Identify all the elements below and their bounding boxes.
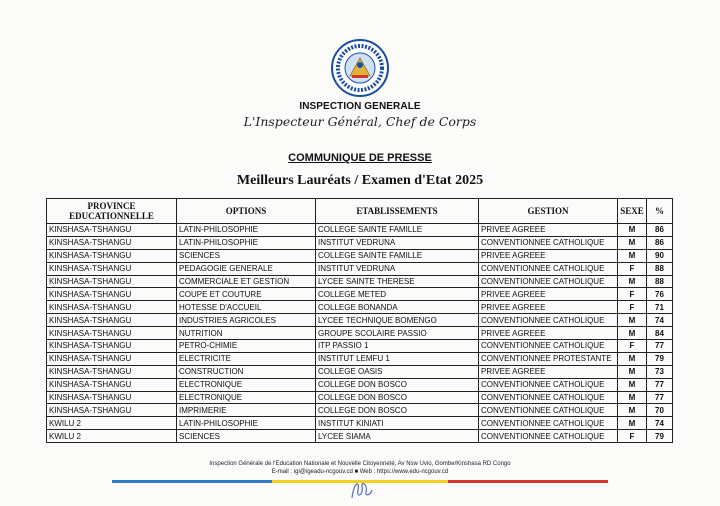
col-sexe-cell: F [618,430,647,443]
col-sexe-cell: M [618,352,647,365]
col-options-header: OPTIONS [177,199,316,224]
col-sexe-cell: M [618,327,647,340]
col-percent-cell: 70 [647,404,673,417]
col-gestion-cell: CONVENTIONNEE CATHOLIQUE [479,404,618,417]
col-gestion-cell: PRIVEE AGREEE [479,327,618,340]
col-province-cell: KINSHASA-TSHANGU [47,236,177,249]
col-gestion-cell: CONVENTIONNEE PROTESTANTE [479,352,618,365]
col-gestion-cell: PRIVEE AGREEE [479,224,618,237]
col-province-cell: KINSHASA-TSHANGU [47,224,177,237]
col-options-cell: LATIN-PHILOSOPHIE [177,224,316,237]
department-name: INSPECTION GENERALE [299,101,421,112]
footer-contact: E-mail : igi@igeadu-ncgouv.cd ■ Web : https://www.edu-ncgouv.cd [271,469,449,475]
col-etablissements-header: ETABLISSEMENTS [316,199,479,224]
col-province-cell: KINSHASA-TSHANGU [47,352,177,365]
col-percent-cell: 77 [647,391,673,404]
col-options-cell: PETRO-CHIMIE [177,340,316,353]
col-etablissements-cell: COLLEGE SAINTE FAMILLE [316,249,479,262]
col-sexe-cell: M [618,275,647,288]
table-row [47,236,673,249]
table-row [47,314,673,327]
col-options-cell: IMPRIMERIE [177,404,316,417]
col-province-cell: KWILU 2 [47,430,177,443]
col-gestion-cell: CONVENTIONNEE CATHOLIQUE [479,417,618,430]
col-province-cell: KINSHASA-TSHANGU [47,288,177,301]
col-etablissements-cell: COLLEGE SAINTE FAMILLE [316,224,479,237]
col-percent-header: % [647,199,673,224]
signature-icon [346,478,376,502]
col-options-cell: COMMERCIALE ET GESTION [177,275,316,288]
col-etablissements-cell: GROUPE SCOLAIRE PASSIO [316,327,479,340]
col-gestion-cell: CONVENTIONNEE CATHOLIQUE [479,378,618,391]
coat-of-arms-seal-icon [330,38,390,98]
col-options-cell: SCIENCES [177,430,316,443]
col-percent-cell: 77 [647,378,673,391]
col-options-cell: ELECTRICITE [177,352,316,365]
col-percent-cell: 77 [647,340,673,353]
table-row [47,288,673,301]
col-percent-cell: 74 [647,417,673,430]
col-options-cell: LATIN-PHILOSOPHIE [177,236,316,249]
col-percent-cell: 79 [647,430,673,443]
col-sexe-cell: M [618,378,647,391]
signatory-title: L'Inspecteur Général, Chef de Corps [243,114,477,129]
col-gestion-cell: CONVENTIONNEE CATHOLIQUE [479,430,618,443]
col-province-cell: KINSHASA-TSHANGU [47,378,177,391]
col-province-cell: KWILU 2 [47,417,177,430]
table-row [47,224,673,237]
col-sexe-cell: M [618,391,647,404]
table-row [47,327,673,340]
col-etablissements-cell: INSTITUT LEMFU 1 [316,352,479,365]
col-options-cell: HOTESSE D'ACCUEIL [177,301,316,314]
table-row [47,275,673,288]
laureates-table [46,198,673,443]
col-sexe-cell: M [618,224,647,237]
col-sexe-cell: M [618,314,647,327]
table-row [47,365,673,378]
flag-bar-red [448,480,608,483]
table-row [47,352,673,365]
col-options-cell: CONSTRUCTION [177,365,316,378]
col-province-cell: KINSHASA-TSHANGU [47,249,177,262]
col-gestion-cell: CONVENTIONNEE CATHOLIQUE [479,314,618,327]
table-row [47,417,673,430]
col-etablissements-cell: LYCEE TECHNIQUE BOMENGO [316,314,479,327]
col-percent-cell: 76 [647,288,673,301]
col-province-cell: KINSHASA-TSHANGU [47,340,177,353]
col-province-cell: KINSHASA-TSHANGU [47,365,177,378]
col-gestion-cell: CONVENTIONNEE CATHOLIQUE [479,275,618,288]
col-etablissements-cell: COLLEGE BONANDA [316,301,479,314]
col-gestion-cell: CONVENTIONNEE CATHOLIQUE [479,262,618,275]
col-province-cell: KINSHASA-TSHANGU [47,391,177,404]
table-header-row [47,199,673,224]
col-province-cell: KINSHASA-TSHANGU [47,327,177,340]
col-sexe-cell: F [618,262,647,275]
col-etablissements-cell: ITP PASSIO 1 [316,340,479,353]
col-sexe-cell: M [618,249,647,262]
table-row [47,301,673,314]
col-etablissements-cell: LYCEE SIAMA [316,430,479,443]
col-gestion-cell: CONVENTIONNEE CATHOLIQUE [479,236,618,249]
col-gestion-cell: PRIVEE AGREEE [479,249,618,262]
col-options-cell: INDUSTRIES AGRICOLES [177,314,316,327]
col-etablissements-cell: INSTITUT KINIATI [316,417,479,430]
col-etablissements-cell: COLLEGE DON BOSCO [316,378,479,391]
col-percent-cell: 88 [647,262,673,275]
col-sexe-cell: M [618,417,647,430]
col-percent-cell: 71 [647,301,673,314]
col-province-header: PROVINCE EDUCATIONNELLE [47,199,177,224]
col-percent-cell: 74 [647,314,673,327]
col-sexe-cell: M [618,365,647,378]
flag-bar-blue [112,480,272,483]
col-sexe-cell: F [618,301,647,314]
col-percent-cell: 90 [647,249,673,262]
col-options-cell: COUPE ET COUTURE [177,288,316,301]
col-etablissements-cell: INSTITUT VEDRUNA [316,236,479,249]
col-sexe-cell: F [618,288,647,301]
col-etablissements-cell: INSTITUT VEDRUNA [316,262,479,275]
col-etablissements-cell: COLLEGE DON BOSCO [316,391,479,404]
col-percent-cell: 86 [647,224,673,237]
table-row [47,404,673,417]
col-gestion-cell: CONVENTIONNEE CATHOLIQUE [479,391,618,404]
col-province-cell: KINSHASA-TSHANGU [47,262,177,275]
col-options-cell: LATIN-PHILOSOPHIE [177,417,316,430]
table-row [47,262,673,275]
col-gestion-cell: PRIVEE AGREEE [479,288,618,301]
col-percent-cell: 84 [647,327,673,340]
col-options-cell: SCIENCES [177,249,316,262]
col-sexe-header: SEXE [618,199,647,224]
table-row [47,249,673,262]
col-percent-cell: 73 [647,365,673,378]
col-gestion-header: GESTION [479,199,618,224]
col-sexe-cell: F [618,340,647,353]
col-percent-cell: 79 [647,352,673,365]
col-province-cell: KINSHASA-TSHANGU [47,314,177,327]
col-etablissements-cell: COLLEGE OASIS [316,365,479,378]
col-options-cell: ELECTRONIQUE [177,391,316,404]
col-gestion-cell: PRIVEE AGREEE [479,301,618,314]
footer-address: Inspection Générale de l'Education Nationale et Nouvelle Citoyenneté, Av Nsw Uvio, Gombe/Kinshasa RD Congo [209,461,511,467]
table-row [47,340,673,353]
col-etablissements-cell: COLLEGE DON BOSCO [316,404,479,417]
col-province-cell: KINSHASA-TSHANGU [47,301,177,314]
document-subtitle: Meilleurs Lauréats / Examen d'Etat 2025 [236,173,484,188]
col-options-cell: NUTRITION [177,327,316,340]
col-percent-cell: 86 [647,236,673,249]
col-percent-cell: 88 [647,275,673,288]
col-options-cell: ELECTRONIQUE [177,378,316,391]
col-gestion-cell: CONVENTIONNEE CATHOLIQUE [479,340,618,353]
col-gestion-cell: PRIVEE AGREEE [479,365,618,378]
col-etablissements-cell: LYCEE SAINTE THERESE [316,275,479,288]
col-province-cell: KINSHASA-TSHANGU [47,404,177,417]
col-province-cell: KINSHASA-TSHANGU [47,275,177,288]
col-etablissements-cell: COLLEGE METED [316,288,479,301]
col-sexe-cell: M [618,236,647,249]
document-heading: COMMUNIQUE DE PRESSE [288,152,432,164]
table-row [47,378,673,391]
col-options-cell: PEDAGOGIE GENERALE [177,262,316,275]
col-sexe-cell: M [618,404,647,417]
table-row [47,430,673,443]
table-row [47,391,673,404]
